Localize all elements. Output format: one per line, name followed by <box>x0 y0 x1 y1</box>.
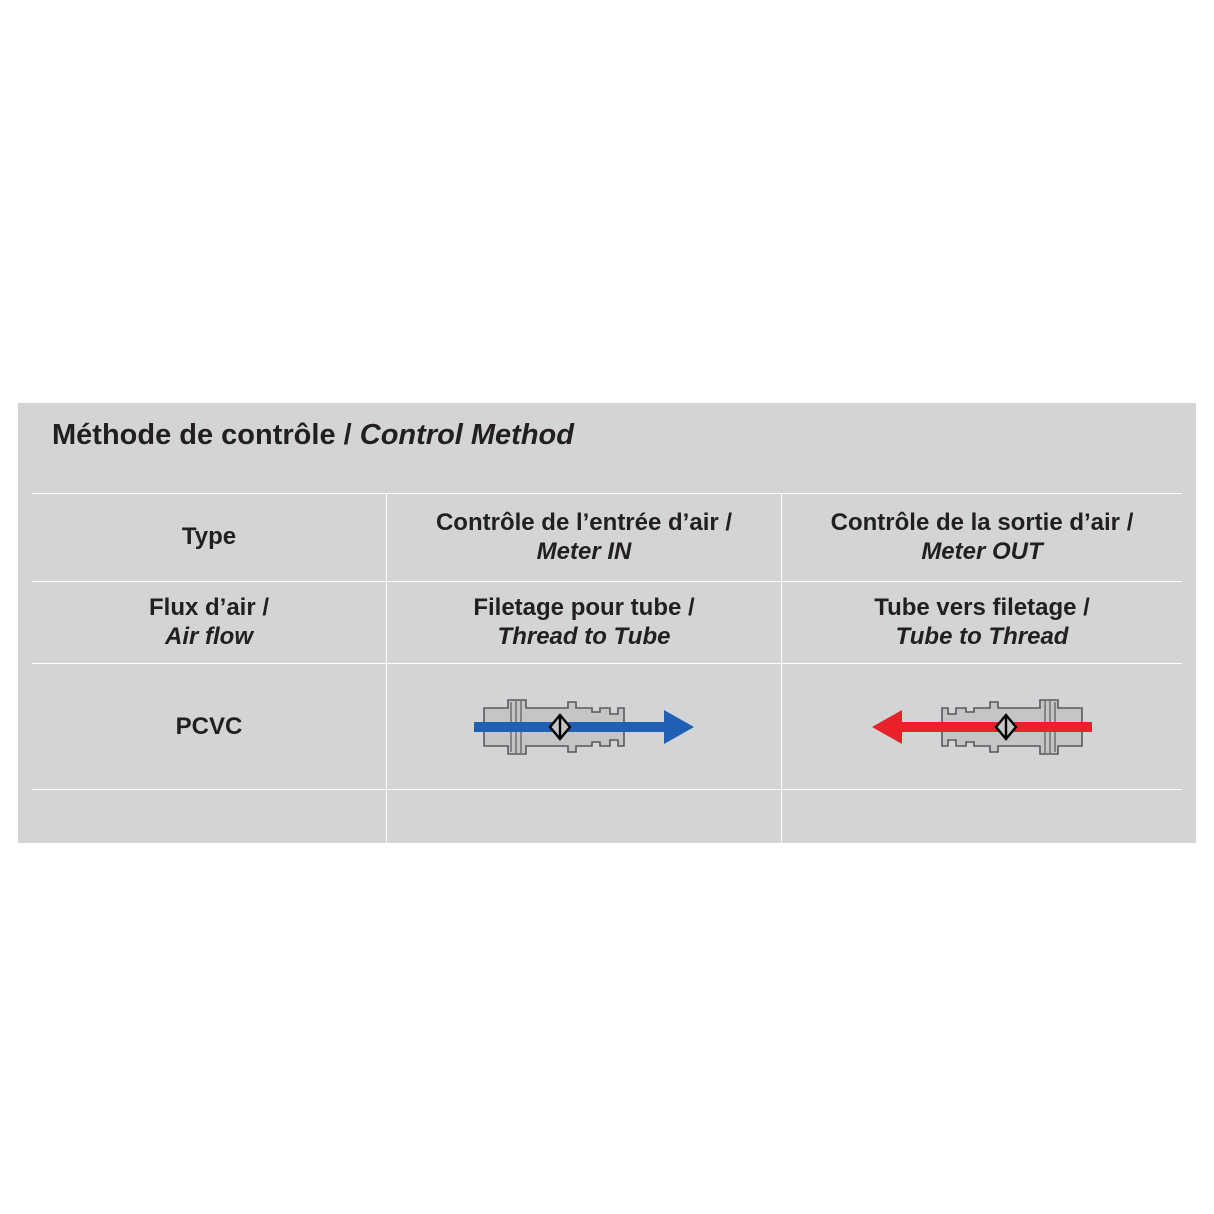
header-meter-out-fr: Contrôle de la sortie d’air / <box>830 508 1134 536</box>
panel-title-separator: / <box>335 419 360 451</box>
header-cell-type <box>32 494 387 581</box>
cell-product-type <box>32 664 387 789</box>
cell-meter-out-diagram <box>782 664 1182 789</box>
header-meter-in-fr: Contrôle de l’entrée d’air / <box>435 508 733 536</box>
header-meter-out-en: Meter OUT <box>921 537 1043 565</box>
subheader-thread-to-tube-fr: Filetage pour tube / <box>473 593 695 621</box>
footer-cell-3 <box>782 790 1182 844</box>
table-header-row <box>32 493 1182 581</box>
table-footer-row <box>32 789 1182 845</box>
control-method-panel <box>18 403 1196 843</box>
subheader-air-flow-fr: Flux d’air / <box>148 593 270 621</box>
footer-cell-1 <box>32 790 387 844</box>
subheader-tube-to-thread-fr: Tube vers filetage / <box>874 593 1090 621</box>
valve-flow-left-red-icon <box>792 670 1172 783</box>
subheader-thread-to-tube-en: Thread to Tube <box>497 622 671 650</box>
header-cell-meter-in <box>387 494 782 581</box>
product-type-label: PCVC <box>175 712 243 740</box>
panel-title-en: Control Method <box>359 419 574 451</box>
header-type-label: Type <box>181 523 237 551</box>
footer-cell-2 <box>387 790 782 844</box>
subheader-tube-to-thread-en: Tube to Thread <box>895 622 1069 650</box>
subheader-air-flow-en: Air flow <box>165 622 253 650</box>
subheader-cell-air-flow <box>32 582 387 663</box>
table-subheader-row <box>32 581 1182 663</box>
header-cell-meter-out <box>782 494 1182 581</box>
subheader-cell-thread-to-tube <box>387 582 782 663</box>
table-row <box>32 663 1182 789</box>
panel-title <box>52 419 574 452</box>
cell-meter-in-diagram <box>387 664 782 789</box>
panel-title-fr: Méthode de contrôle <box>52 419 336 451</box>
control-method-table <box>32 493 1182 845</box>
subheader-cell-tube-to-thread <box>782 582 1182 663</box>
valve-flow-right-blue-icon <box>397 670 771 783</box>
header-meter-in-en: Meter IN <box>536 537 632 565</box>
